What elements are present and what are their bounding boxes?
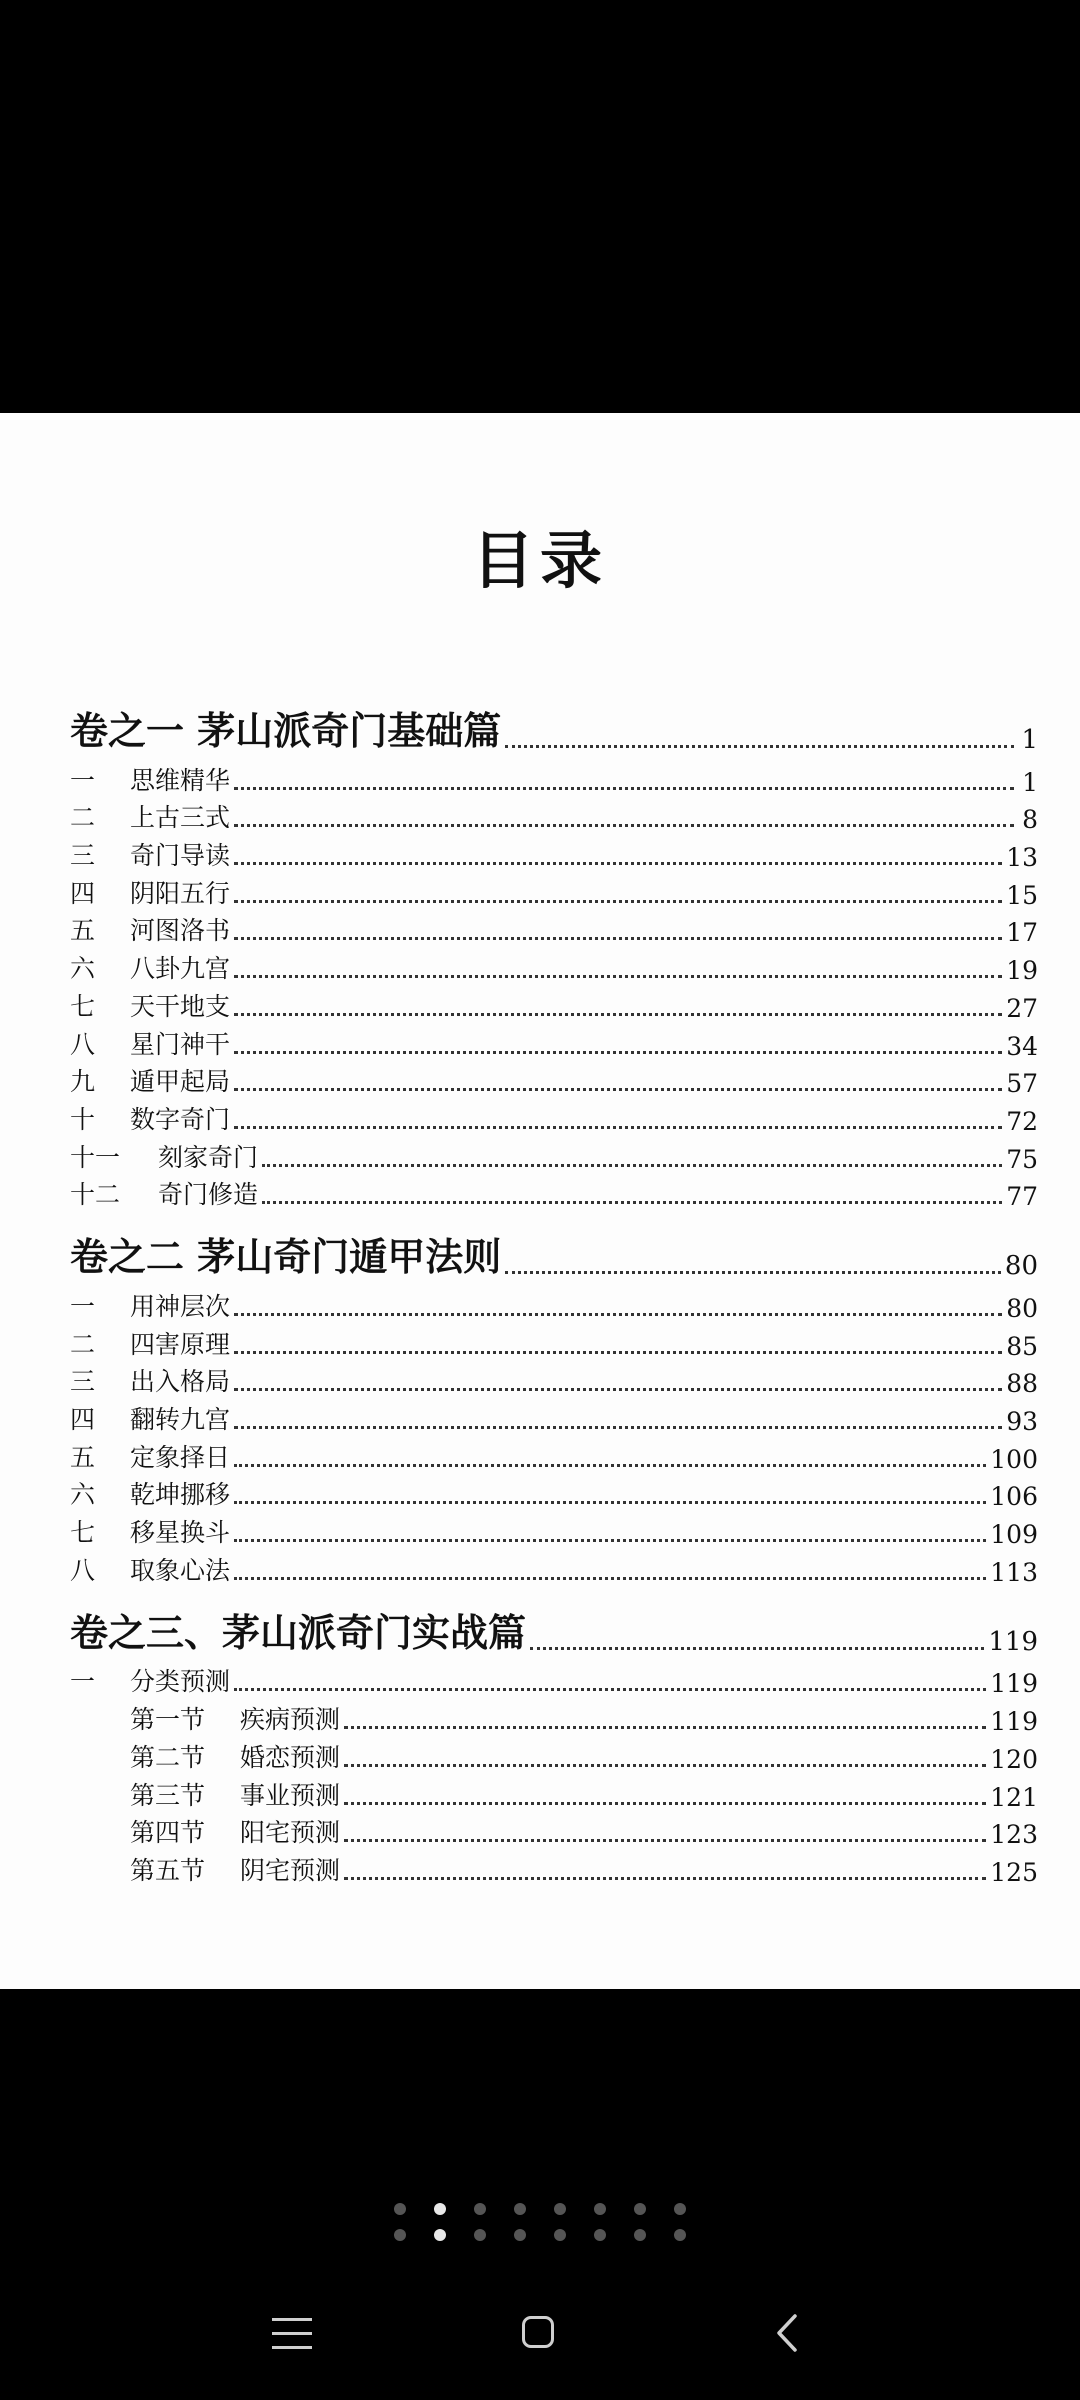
entry-label: 取象心法: [130, 1555, 231, 1585]
entry-label: 定象择日: [130, 1442, 231, 1472]
toc-entry[interactable]: [70, 985, 1038, 1023]
page-number: 119: [990, 1669, 1038, 1699]
section-number: 第二节: [130, 1742, 206, 1772]
toc-entry[interactable]: [70, 1098, 1038, 1136]
dot-leader: [234, 1051, 1002, 1054]
dot-leader: [234, 1013, 1002, 1016]
dot-leader: [505, 745, 1014, 748]
home-icon[interactable]: [522, 2316, 554, 2348]
entry-number: 四: [70, 878, 96, 908]
page-number: 72: [1006, 1106, 1038, 1136]
dot-leader: [234, 1501, 986, 1504]
page-number: 19: [1006, 956, 1038, 986]
table-of-contents: [70, 705, 1038, 1907]
toc-entry[interactable]: [70, 1361, 1038, 1399]
dot-leader: [234, 1088, 1002, 1091]
dot-leader: [234, 937, 1002, 940]
entry-number: 八: [70, 1555, 96, 1585]
toc-entry[interactable]: [70, 1136, 1038, 1174]
section-label: 阳宅预测: [240, 1818, 341, 1848]
dot-leader: [344, 1802, 986, 1805]
page-number: 75: [1006, 1144, 1038, 1174]
page-dot[interactable]: [554, 2203, 566, 2215]
page-number: 8: [1022, 805, 1038, 835]
toc-entry[interactable]: [70, 947, 1038, 985]
entry-number: 三: [70, 841, 96, 871]
page-title: 目录: [471, 524, 608, 597]
toc-entry[interactable]: [70, 834, 1038, 872]
page-number: 17: [1006, 918, 1038, 948]
toc-entry[interactable]: [70, 1174, 1038, 1212]
entry-label: 乾坤挪移: [130, 1480, 231, 1510]
toc-entry[interactable]: [70, 872, 1038, 910]
entry-number: 二: [70, 803, 96, 833]
dot-leader: [234, 975, 1002, 978]
toc-entry[interactable]: [70, 1023, 1038, 1061]
dot-leader: [530, 1647, 984, 1650]
entry-label: 遁甲起局: [130, 1067, 231, 1097]
page-dot[interactable]: [474, 2203, 486, 2215]
entry-number: 十二: [70, 1180, 121, 1210]
dot-leader: [234, 1388, 1002, 1391]
toc-entry[interactable]: [70, 759, 1038, 797]
page-dot[interactable]: [674, 2229, 686, 2241]
toc-entry[interactable]: [70, 1323, 1038, 1361]
volume-title: 卷之一 茅山派奇门基础篇: [70, 708, 502, 753]
entry-number: 七: [70, 991, 96, 1021]
toc-entry[interactable]: [70, 1061, 1038, 1099]
entry-number: 三: [70, 1367, 96, 1397]
page-dot[interactable]: [594, 2229, 606, 2241]
toc-entry[interactable]: [70, 1511, 1038, 1549]
page-number: 123: [990, 1820, 1038, 1850]
entry-number: 五: [70, 1442, 96, 1472]
entry-label: 移星换斗: [130, 1518, 231, 1548]
page-number: 121: [990, 1782, 1038, 1812]
page-number: 93: [1006, 1407, 1038, 1436]
page-number: 125: [990, 1857, 1038, 1887]
dot-leader: [234, 1126, 1002, 1129]
document-page: [0, 413, 1080, 1989]
page-number: 13: [1006, 843, 1038, 873]
dot-leader: [234, 1351, 1002, 1354]
toc-entry[interactable]: [70, 1549, 1038, 1587]
page-dot[interactable]: [434, 2229, 446, 2241]
page-number: 34: [1006, 1031, 1038, 1061]
page-number: 85: [1006, 1331, 1038, 1361]
toc-section-entry[interactable]: [70, 1812, 1038, 1850]
toc-entry[interactable]: [70, 910, 1038, 948]
section-number: 第五节: [130, 1855, 206, 1885]
toc-section-entry[interactable]: [70, 1849, 1038, 1887]
page-dot[interactable]: [394, 2203, 406, 2215]
navigation-bar: [0, 2290, 1080, 2380]
toc-volume: [70, 705, 1038, 1211]
volume-title: 卷之二 茅山奇门遁甲法则: [70, 1234, 502, 1280]
volume-heading[interactable]: [70, 1231, 1038, 1281]
page-number: 109: [990, 1520, 1038, 1550]
page-number: 15: [1006, 880, 1038, 910]
entry-label: 阴阳五行: [130, 878, 231, 908]
toc-volume: [70, 1231, 1038, 1587]
dot-leader: [234, 1313, 1002, 1316]
back-icon[interactable]: [773, 2310, 803, 2356]
entry-number: 一: [70, 1667, 96, 1697]
page-number: 100: [990, 1444, 1038, 1474]
dot-leader: [234, 787, 1014, 790]
entry-label: 翻转九宫: [130, 1405, 231, 1434]
entry-label: 分类预测: [130, 1667, 231, 1697]
page-number: 1: [1022, 767, 1038, 797]
entry-number: 六: [70, 1480, 96, 1510]
dot-leader: [234, 824, 1014, 827]
page-number: 80: [1006, 1293, 1038, 1323]
entry-label: 四害原理: [130, 1329, 231, 1359]
toc-volume: [70, 1607, 1038, 1887]
dot-leader: [234, 1577, 986, 1580]
section-number: 第三节: [130, 1780, 206, 1810]
toc-entry[interactable]: [70, 1285, 1038, 1323]
page-dot[interactable]: [634, 2229, 646, 2241]
entry-label: 出入格局: [130, 1367, 231, 1397]
entry-number: 八: [70, 1029, 96, 1059]
page-number: 106: [990, 1482, 1038, 1512]
page-number: 119: [990, 1707, 1038, 1737]
page-indicator-bottom: [0, 2229, 1080, 2241]
menu-icon[interactable]: [272, 2318, 312, 2352]
entry-number: 二: [70, 1329, 96, 1359]
entry-number: 五: [70, 916, 96, 946]
page-dot[interactable]: [674, 2203, 686, 2215]
dot-leader: [234, 1688, 986, 1691]
page-dot[interactable]: [434, 2203, 446, 2215]
entry-label: 思维精华: [130, 765, 231, 795]
page-number: 57: [1006, 1069, 1038, 1099]
dot-leader: [344, 1726, 986, 1729]
page-number: 119: [988, 1626, 1038, 1657]
dot-leader: [344, 1877, 986, 1880]
page-dot[interactable]: [514, 2203, 526, 2215]
dot-leader: [234, 1539, 986, 1542]
entry-label: 刻家奇门: [158, 1142, 259, 1172]
section-label: 事业预测: [240, 1780, 341, 1810]
page-dot[interactable]: [514, 2229, 526, 2241]
page-dot[interactable]: [634, 2203, 646, 2215]
toc-section-entry[interactable]: [70, 1774, 1038, 1812]
volume-heading[interactable]: [70, 705, 1038, 755]
entry-label: 奇门导读: [130, 841, 231, 871]
page-indicator-top: [0, 2203, 1080, 2215]
dot-leader: [344, 1839, 986, 1842]
page-dot[interactable]: [394, 2229, 406, 2241]
entry-label: 数字奇门: [130, 1104, 231, 1134]
page-number: 88: [1006, 1369, 1038, 1399]
section-label: 疾病预测: [240, 1705, 341, 1735]
page-dot[interactable]: [554, 2229, 566, 2241]
section-number: 第四节: [130, 1818, 206, 1848]
section-number: 第一节: [130, 1705, 206, 1735]
entry-label: 用神层次: [130, 1291, 231, 1321]
page-number: 1: [1021, 725, 1038, 755]
page-number: 80: [1004, 1251, 1038, 1282]
toc-entry[interactable]: [70, 1398, 1038, 1436]
dot-leader: [234, 1464, 986, 1467]
dot-leader: [234, 862, 1002, 865]
entry-number: 一: [70, 765, 96, 795]
entry-number: 十一: [70, 1142, 121, 1172]
section-label: 阴宅预测: [240, 1855, 341, 1885]
volume-heading[interactable]: [70, 1607, 1038, 1657]
toc-entry[interactable]: [70, 1474, 1038, 1512]
page-number: 27: [1006, 993, 1038, 1023]
entry-label: 天干地支: [130, 991, 231, 1021]
entry-number: 四: [70, 1405, 96, 1434]
toc-section-entry[interactable]: [70, 1698, 1038, 1736]
page-dot[interactable]: [594, 2203, 606, 2215]
toc-section-entry[interactable]: [70, 1736, 1038, 1774]
entry-label: 上古三式: [130, 803, 231, 833]
entry-label: 星门神干: [130, 1029, 231, 1059]
entry-number: 七: [70, 1518, 96, 1548]
entry-label: 八卦九宫: [130, 954, 231, 984]
section-label: 婚恋预测: [240, 1742, 341, 1772]
dot-leader: [262, 1201, 1002, 1204]
entry-number: 一: [70, 1291, 96, 1321]
dot-leader: [234, 1426, 1002, 1429]
entry-number: 九: [70, 1067, 96, 1097]
dot-leader: [234, 900, 1002, 903]
volume-title: 卷之三、茅山派奇门实战篇: [70, 1609, 527, 1655]
page-number: 77: [1006, 1182, 1038, 1212]
toc-entry[interactable]: [70, 1661, 1038, 1699]
page-number: 120: [990, 1744, 1038, 1774]
entry-label: 奇门修造: [158, 1180, 259, 1210]
entry-number: 十: [70, 1104, 96, 1134]
toc-entry[interactable]: [70, 1436, 1038, 1474]
page-number: 113: [990, 1557, 1038, 1587]
toc-entry[interactable]: [70, 797, 1038, 835]
dot-leader: [344, 1764, 986, 1767]
entry-number: 六: [70, 954, 96, 984]
dot-leader: [505, 1271, 1001, 1274]
dot-leader: [262, 1164, 1002, 1167]
entry-label: 河图洛书: [130, 916, 231, 946]
page-dot[interactable]: [474, 2229, 486, 2241]
